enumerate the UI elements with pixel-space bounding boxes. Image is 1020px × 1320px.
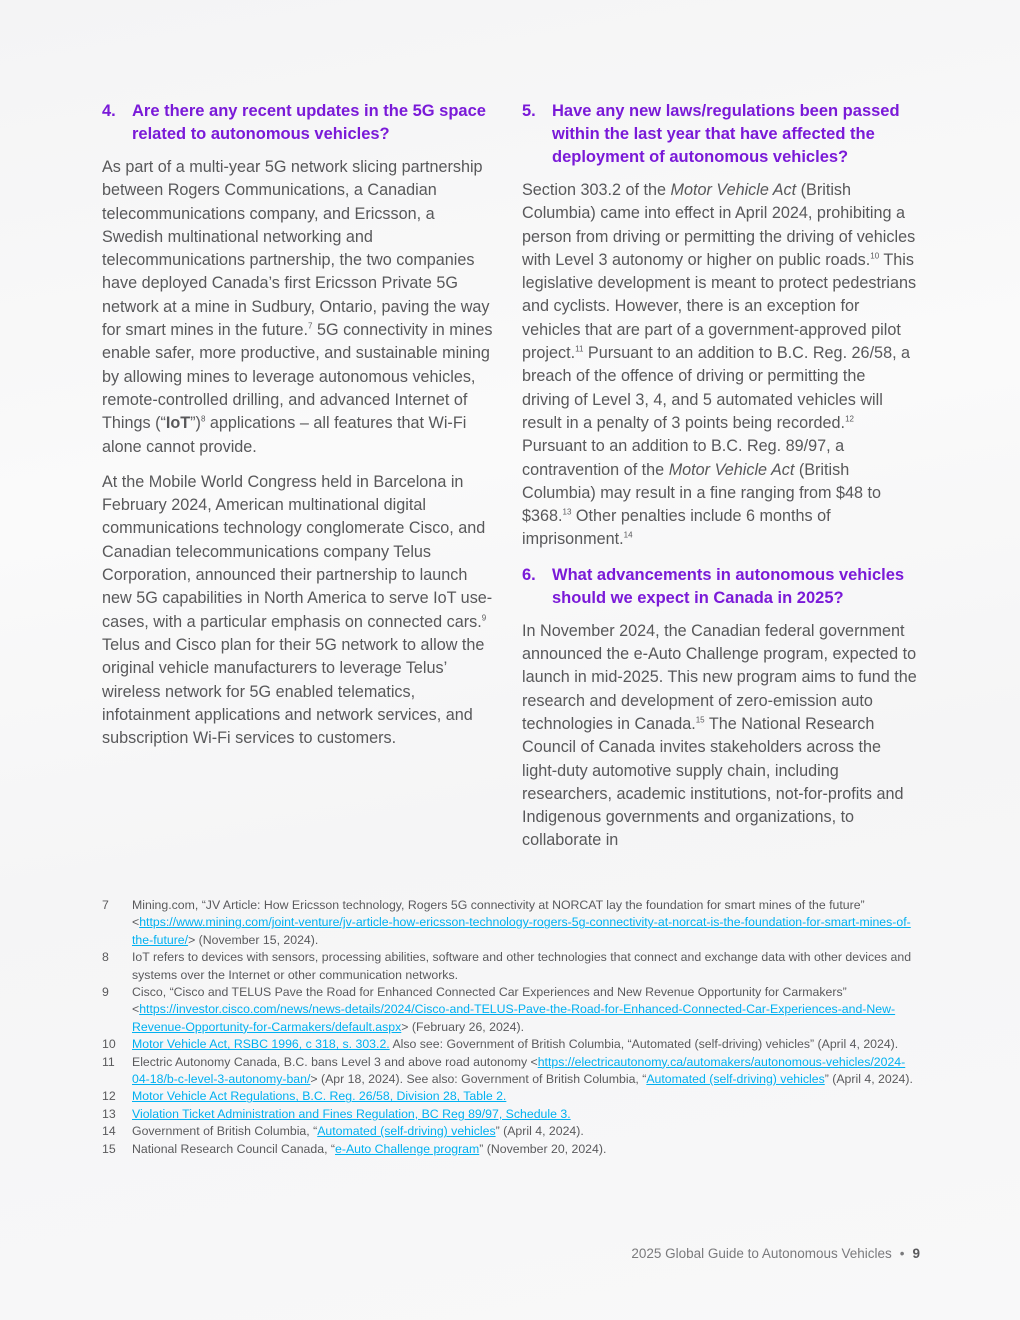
footnote-7: 7 Mining.com, “JV Article: How Ericsson technology, Rogers 5G connectivity at NORCAT lay the foundation for smart mines of the future” <https://www.mining.com/joint-venture/jv-article-how-ericsson-technology-rogers-5g-connectivity-at-norcat-is-the-foundation-for-smart-mines-of-the-future/> (November 15, 2024). [102,897,920,949]
footnote-8: 8 IoT refers to devices with sensors, processing abilities, software and other technologies that connect and exchange data with other devices and systems over the Internet or other communication networks. [102,949,920,984]
footnote-ref-10[interactable]: 10 [870,251,880,261]
question-6-heading [522,564,917,610]
footnotes [102,897,920,1158]
paragraph-cisco-telus: At the Mobile World Congress held in Barcelona in February 2024, American multinational digital communications technology conglomerate Cisco, and Canadian telecommunications company Telus Corporation, announced their partnership to launch new 5G capabilities in North America to serve IoT use-cases, with a particular emphasis on connected cars.$^9$ Telus and Cisco plan for their 5G network to allow the original vehicle manufacturers to leverage Telus’ wireless network for 5G enabled telematics, infotainment applications and network services, and subscription Wi-Fi services to customers. [102,472,493,748]
footnote-number: 13 [102,1106,116,1121]
page-number: 9 [912,1246,920,1261]
question-number: 4. [102,102,116,120]
footnote-number: 8 [102,950,109,965]
question-title: Are there any recent updates in the 5G space related to autonomous vehicles? [132,102,486,143]
footnote-link[interactable]: Motor Vehicle Act, RSBC 1996, c 318, s. 303.2. [132,1037,390,1052]
footnote-link[interactable]: Automated (self-driving) vehicles [646,1072,825,1087]
question-number: 6. [522,565,536,584]
footnote-number: 7 [102,898,109,912]
left-column [102,100,497,762]
footnote-link[interactable]: https://electricautonomy.ca/automakers/autonomous-vehicles/2024-04-18/b-c-level-3-autonomy-ban/ [132,1054,906,1087]
paragraph-e-auto-challenge: In November 2024, the Canadian federal government announced the e-Auto Challenge program, expected to launch in mid-2025. This new program aims to fund the research and development of zero-emission auto technologies in Canada.$^{15}$ The National Research Council of Canada invites stakeholders across the light-duty automotive supply chain, including researchers, academic institutions, not-for-profits and Indigenous governments and organizations, to collaborate in [522,621,917,850]
footnote-15: 15 National Research Council Canada, “e-Auto Challenge program” (November 20, 2024). [102,1141,920,1158]
footer-separator: • [899,1246,905,1261]
iot-term: IoT [165,414,191,433]
footer-title: 2025 Global Guide to Autonomous Vehicles [631,1246,892,1261]
footnote-13 [102,1106,920,1123]
footnote-ref-8[interactable]: 8 [200,414,206,424]
footnote-link[interactable]: https://www.mining.com/joint-venture/jv-article-how-ericsson-technology-rogers-5g-connectivity-at-norcat-is-the-foundation-for-smart-mines-of-the-future/ [132,915,911,947]
right-column [522,100,917,865]
footnote-10: 10 Motor Vehicle Act, RSBC 1996, c 318, s. 303.2. Also see: Government of British Columbia, “Automated (self-driving) vehicles” (April 4, 2024). [102,1036,920,1053]
footnote-number: 10 [102,1037,116,1052]
footnote-9: 9 Cisco, “Cisco and TELUS Pave the Road for Enhanced Connected Car Experiences and New Revenue Opportunity for Carmakers” <https://investor.cisco.com/news/news-details/2024/Cisco-and-TELUS-Pave-the-Road-for-Enhanced-Connected-Car-Experiences-and-New-Revenue-Opportunity-for-Carmakers/default.aspx> (February 26, 2024). [102,984,920,1036]
footnote-ref-14[interactable]: 14 [623,531,633,541]
footnote-link[interactable]: Motor Vehicle Act Regulations, B.C. Reg. 26/58, Division 28, Table 2. [132,1089,507,1104]
footnote-number: 12 [102,1089,116,1104]
footnote-ref-15[interactable]: 15 [695,715,705,725]
footnote-ref-9[interactable]: 9 [481,613,487,623]
question-5-heading [522,100,917,169]
paragraph-rogers-ericsson: As part of a multi-year 5G network slicing partnership between Rogers Communications, a Canadian telecommunications company, and Ericsson, a Swedish multinational networking and telecommunications partnership, the two companies have deployed Canada’s first Ericsson Private 5G network at a mine in Sudbury, Ontario, paving the way for smart mines in the future.$^7$ 5G connectivity in mines enable safer, more productive, and sustainable mining by allowing mines to leverage autonomous vehicles, remote-controlled drilling, and advanced Internet of Things (“IoT”)$^8$ applications – all features that Wi-Fi alone cannot provide. [102,158,493,456]
footnote-link[interactable]: Automated (self-driving) vehicles [317,1124,496,1139]
paragraph-motor-vehicle-act: Section 303.2 of the Motor Vehicle Act (British Columbia) came into effect in April 2024, prohibiting a person from driving or permitting the driving of vehicles with Level 3 autonomy or higher on public roads.$^{10}$ This legislative development is meant to protect pedestrians and cyclists. However, there is an exception for vehicles that are part of a government-approved pilot project.$^{11}$ Pursuant to an addition to B.C. Reg. 26/58, a breach of the offence of driving or permitting the driving of Level 3, 4, and 5 automated vehicles will result in a penalty of 3 points being recorded.$^{12}$ Pursuant to an addition to B.C. Reg. 89/97, a contravention of the Motor Vehicle Act (British Columbia) may result in a fine ranging from $48 to $368.13 Other penalties include 6 months of imprisonment.$^{14}$ [522,181,917,549]
footnote-ref-11[interactable]: 11 [575,344,584,354]
footnote-ref-13[interactable]: 13 [562,507,572,517]
page-footer [631,1246,920,1261]
footnote-12 [102,1088,920,1105]
question-title: Have any new laws/regulations been passed within the last year that have affected the deployment of autonomous vehicles? [552,102,900,166]
question-title: What advancements in autonomous vehicles should we expect in Canada in 2025? [552,565,905,607]
question-number: 5. [522,102,536,120]
footnote-number: 15 [102,1141,116,1156]
footnote-number: 9 [102,985,109,1000]
footnote-14: 14 Government of British Columbia, “Automated (self-driving) vehicles” (April 4, 2024). [102,1123,920,1140]
footnote-ref-7[interactable]: 7 [308,321,313,331]
footnote-ref-12[interactable]: 12 [845,414,854,424]
footnote-link[interactable]: e-Auto Challenge program [335,1141,480,1156]
footnote-11: 11 Electric Autonomy Canada, B.C. bans Level 3 and above road autonomy <https://electricautonomy.ca/automakers/autonomous-vehicles/2024-04-18/b-c-level-3-autonomy-ban/> (Apr 18, 2024). See also: Government of British Columbia, “Automated (self-driving) vehicles” (April 4, 2024). [102,1054,920,1089]
footnote-number: 11 [102,1054,115,1069]
footnote-number: 14 [102,1124,116,1139]
question-4-heading [102,100,497,146]
footnote-link[interactable]: Violation Ticket Administration and Fines Regulation, BC Reg 89/97, Schedule 3. [132,1106,571,1121]
footnote-link[interactable]: https://investor.cisco.com/news/news-details/2024/Cisco-and-TELUS-Pave-the-Road-for-Enhanced-Connected-Car-Experiences-and-New-Revenue-Opportunity-for-Carmakers/default.aspx [132,1002,896,1034]
